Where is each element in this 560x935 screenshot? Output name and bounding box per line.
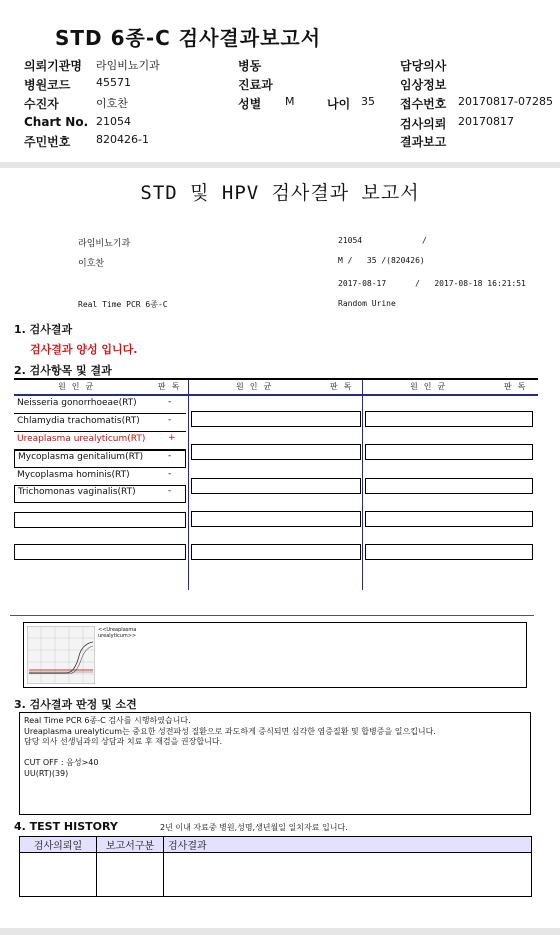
empty-result-box	[191, 411, 361, 427]
graph-legend-line: urealyticum>>	[98, 633, 137, 639]
section-divider	[0, 162, 560, 168]
reception-value: 20170817-07285	[458, 95, 553, 108]
organism-row: Trichomonas vaginalis(RT) -	[14, 485, 186, 503]
empty-result-box	[365, 411, 533, 427]
age-label: 나이	[327, 97, 351, 111]
chart-value: 21054	[96, 115, 131, 128]
opinion-line	[24, 748, 526, 759]
col-judge-1: 판독	[158, 382, 186, 391]
patient-label: 수진자	[24, 97, 59, 111]
graph-legend-line: <<Ureaplasma	[98, 627, 137, 633]
age-value: 35	[361, 95, 375, 108]
code-value: 45571	[96, 76, 131, 89]
result-grid-header	[14, 378, 538, 396]
info-date-range: 2017-08-17 / 2017-08-18 16:21:51	[338, 279, 526, 288]
sex-label: 성별	[238, 97, 262, 111]
empty-result-box	[365, 544, 533, 560]
doctor-label: 담당의사	[400, 59, 447, 73]
organism-row: Mycoplasma hominis(RT) -	[17, 469, 172, 480]
empty-result-box	[191, 478, 361, 494]
positive-result-text: 검사결과 양성 입니다.	[30, 343, 138, 356]
info-slash: /	[422, 236, 427, 245]
hospital-value: 라임비뇨기과	[96, 59, 160, 72]
info-specimen: Random Urine	[338, 299, 396, 308]
info-chart: 21054	[338, 236, 363, 245]
chart-label: Chart No.	[24, 115, 89, 129]
info-patient: 이호찬	[78, 259, 105, 269]
organism-row: Chlamydia trachomatis(RT) -	[14, 414, 186, 432]
section2-title: 2. 검사항목 및 결과	[14, 364, 112, 377]
opinion-line: CUT OFF : 음성>40	[24, 758, 99, 767]
history-col-result: 검사결과	[164, 837, 532, 853]
sex-value: M	[285, 95, 295, 108]
patient-value: 이호찬	[96, 97, 128, 110]
code-label: 병원코드	[24, 78, 71, 92]
col-organism-3: 원인균	[410, 382, 452, 391]
col-judge-2: 판독	[330, 382, 358, 391]
pcr-graph-panel	[23, 622, 527, 688]
section3-title: 3. 검사결과 판정 및 소견	[14, 698, 137, 711]
info-sex-age: M / 35 /(820426)	[338, 256, 425, 265]
info-hospital: 라임비뇨기과	[78, 239, 131, 249]
col-organism-2: 원인균	[236, 382, 278, 391]
history-col-request-date: 검사의뢰일	[20, 837, 97, 853]
history-note: 2년 이내 자료중 병원,성명,생년월일 일치자료 입니다.	[160, 823, 348, 832]
empty-result-box	[365, 444, 533, 460]
organism-list	[14, 396, 186, 503]
result-report-label: 결과보고	[400, 135, 447, 149]
organism-row: Mycoplasma genitalium(RT) -	[14, 450, 186, 468]
pcr-amplification-curve	[27, 626, 95, 684]
opinion-line: Real Time PCR 6종-C 검사를 시행하였습니다.	[24, 716, 191, 725]
id-value: 820426-1	[96, 133, 149, 146]
page-bottom-divider	[0, 928, 560, 935]
history-empty-row	[20, 853, 532, 897]
hospital-label: 의뢰기관명	[24, 59, 82, 73]
opinion-line: UU(RT)(39)	[24, 768, 69, 778]
empty-result-box	[191, 544, 361, 560]
col-judge-3: 판독	[504, 382, 532, 391]
history-table-header	[20, 837, 532, 853]
reception-label: 접수번호	[400, 97, 447, 111]
empty-result-box	[14, 544, 186, 560]
info-method: Real Time PCR 6종-C	[78, 300, 168, 309]
grid-divider-1	[188, 380, 189, 590]
empty-result-box	[365, 511, 533, 527]
col-organism-1: 원인균	[58, 382, 100, 391]
section1-title: 1. 검사결과	[14, 323, 73, 336]
sub-report-title: STD 및 HPV 검사결과 보고서	[140, 182, 420, 204]
empty-result-box	[14, 512, 186, 528]
request-value: 20170817	[458, 115, 514, 128]
id-label: 주민번호	[24, 135, 71, 149]
ward-label: 병동	[238, 59, 262, 73]
organism-row-positive: Ureaplasma urealyticum(RT) +	[14, 432, 186, 450]
empty-result-box	[365, 478, 533, 494]
request-label: 검사의뢰	[400, 117, 447, 131]
graph-divider	[10, 615, 534, 616]
grid-divider-2	[362, 380, 363, 590]
empty-result-box	[191, 444, 361, 460]
history-table	[19, 836, 532, 897]
report-title: STD 6종-C 검사결과보고서	[55, 26, 322, 50]
empty-result-box	[191, 511, 361, 527]
opinion-box	[19, 712, 531, 815]
clinical-label: 임상정보	[400, 78, 447, 92]
opinion-line: Ureaplasma urealyticum는 중요한 성전파성 질환으로 과도하게 증식되면 심각한 염증질환 및 합병증을 일으킵니다.	[24, 726, 436, 736]
dept-label: 진료과	[238, 78, 273, 92]
organism-row: Neisseria gonorrhoeae(RT) -	[14, 396, 186, 414]
history-col-report-type: 보고서구분	[97, 837, 164, 853]
opinion-line: 담당 의사 선생님과의 상담과 치료 후 재검을 권장합니다.	[24, 737, 223, 746]
section4-title: 4. TEST HISTORY	[14, 820, 118, 833]
